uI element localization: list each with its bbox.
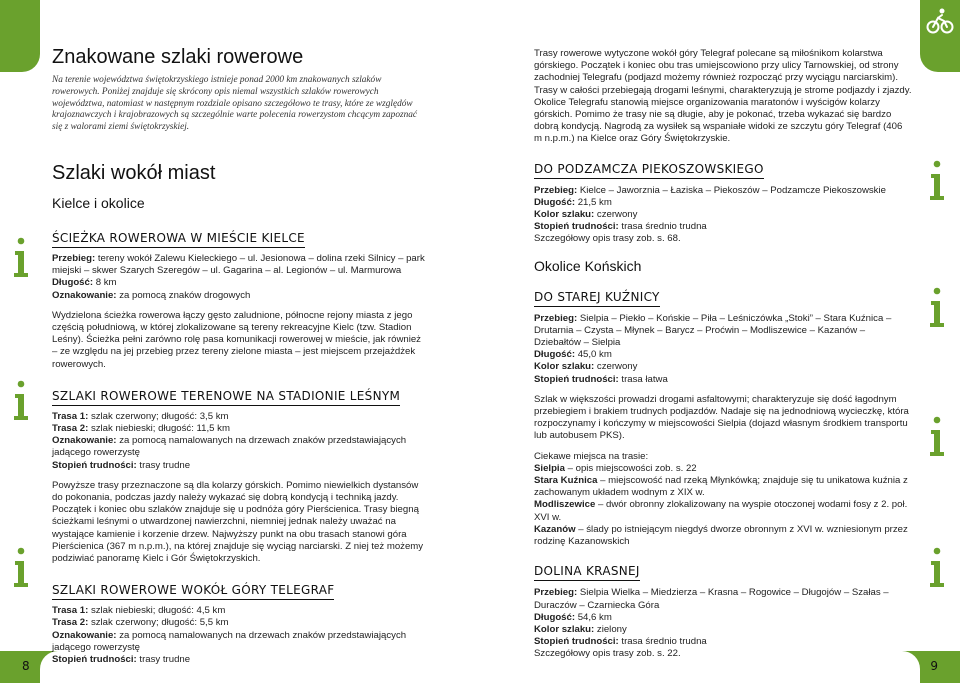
label-trasa-2: Trasa 2: (52, 617, 89, 629)
value-trudnosc: trasy trudne (139, 459, 191, 471)
intro-paragraph: Na terenie województwa świętokrzyskiego istnieje ponad 2000 km znakowanych szlaków rowerowych. Poniżej znajduje się skrócony opis niemal wszystkich szlaków rowerowych województwa, natomiast w następnym rozdziale opisano szczegółowo te trasy, które ze względów krajoznawczych i krajobrazowych są szczególnie warte polecenia rowerzystom chcącym zapoznać się z walorami ziemi świętokrzyskiej. (52, 75, 418, 133)
value-oznakowanie: za pomocą znaków drogowych (119, 289, 251, 301)
place-text: – ślady po istniejącym niegdyś dworze obronnym z XVI w. wzniesionym przez rodzinę Kazanowskich (534, 523, 908, 548)
route-details (52, 605, 426, 666)
value-przebieg: Kielce – Jaworznia – Łaziska – Piekoszów – Podzamcze Piekoszowskie (579, 184, 886, 196)
route-heading: DO PODZAMCZA PIEKOSZOWSKIEGO (534, 162, 764, 179)
value-dlugosc: 45,0 km (577, 349, 612, 361)
route-details (52, 253, 426, 302)
value-oznakowanie: za pomocą namalowanych na drzewach znaków przedstawiających jadącego rowerzystę (52, 629, 407, 653)
value-kolor: zielony (596, 623, 627, 635)
route-stara-kuznica (534, 286, 912, 549)
place-text: – opis miejscowości zob. s. 22 (564, 462, 697, 474)
info-icon (6, 235, 36, 281)
value-trudnosc: trasa średnio trudna (621, 221, 707, 233)
value-trudnosc: trasy trudne (139, 654, 191, 666)
value-dlugosc: 8 km (95, 277, 117, 289)
left-page-column (52, 46, 426, 666)
label-oznakowanie: Oznakowanie: (52, 289, 117, 301)
place-name: Sielpia (534, 462, 565, 474)
info-icon (922, 285, 952, 331)
label-przebieg: Przebieg: (52, 252, 96, 264)
route-heading: DOLINA KRASNEJ (534, 564, 640, 581)
route-reference: Szczegółowy opis trasy zob. s. 68. (534, 233, 681, 245)
left-corner-tab (0, 0, 40, 72)
label-przebieg: Przebieg: (534, 587, 578, 599)
label-dlugosc: Długość: (534, 349, 576, 361)
label-trudnosc: Stopień trudności: (534, 221, 619, 233)
route-heading: SZLAKI ROWEROWE WOKÓŁ GÓRY TELEGRAF (52, 583, 334, 600)
info-icon (922, 545, 952, 591)
subsection-title: Okolice Końskich (534, 257, 642, 274)
info-icon (922, 158, 952, 204)
route-reference: Szczegółowy opis trasy zob. s. 22. (534, 648, 681, 660)
place-item (534, 499, 912, 523)
subsection-title: Kielce i okolice (52, 194, 145, 211)
label-trudnosc: Stopień trudności: (534, 373, 619, 385)
route-heading: SZLAKI ROWEROWE TERENOWE NA STADIONIE LEŚNYM (52, 389, 400, 406)
place-name: Stara Kuźnica (534, 475, 598, 487)
telegraf-description: Trasy rowerowe wytyczone wokół góry Telegraf polecane są miłośnikom kolarstwa górskiego. Początek i koniec obu tras umiejscowiono przy ulicy Tarnowskiej, od strony zachodniej Telegrafu (podjazd możemy również rozpocząć przy wyciągu narciarskim). Trasy w całości przebiegają drogami leśnymi, charakteryzują je strome podjazdy i zjazdy. Okolice Telegrafu stanowią miejsce organizowania maratonów i wyścigów kolarzy górskich. Pomimo że trasy nie są długie, aby je pokonać, trzeba wykazać się bardzo dobrą kondycją. Nagrodą za wysiłek są wspaniałe widoki ze szczytu góry Telegraf (406 m n.p.m.) na Kielce oraz Góry Świętokrzyskie. (534, 48, 912, 145)
info-icon (6, 378, 36, 424)
route-details (534, 185, 912, 246)
bicycle-icon (925, 6, 955, 36)
value-przebieg: Sielpia Wielka – Miedzierza – Krasna – Rogowice – Długojów – Szałas – Duraczów – Czarniecka Góra (534, 587, 889, 611)
place-name: Modliszewice (534, 499, 596, 511)
label-kolor: Kolor szlaku: (534, 361, 595, 373)
label-dlugosc: Długość: (534, 611, 576, 623)
route-details (52, 411, 426, 472)
route-details (534, 313, 912, 386)
label-trasa-2: Trasa 2: (52, 423, 89, 435)
route-description: Powyższe trasy przeznaczone są dla kolarzy górskich. Pomimo niewielkich dystansów do pokonania, podczas jazdy należy wykazać się dobrą kondycją i techniką jazdy. Początek i koniec obu szlaków znajduje się u podnóża góry Pierścienica. Trasy biegną ścieżkami leśnymi o utwardzonej nawierzchni, niemniej jednak należy uważać na wystające kamienie i korzenie drzew. Najwyższy punkt na obu trasach stanowi góra Pierścienica (367 m n.p.m.), na której znajduje się wyciąg narciarski. Z niej też możemy podziwiać panoramę Kielc i Gór Świętokrzyskich. (52, 479, 424, 565)
label-oznakowanie: Oznakowanie: (52, 435, 117, 447)
route-details (534, 587, 912, 660)
label-trudnosc: Stopień trudności: (534, 636, 619, 648)
label-kolor: Kolor szlaku: (534, 623, 595, 635)
label-przebieg: Przebieg: (534, 184, 578, 196)
route-stadion-lesny (52, 385, 426, 565)
label-oznakowanie: Oznakowanie: (52, 629, 117, 641)
value-trasa-1: szlak czerwony; długość: 3,5 km (90, 410, 229, 422)
route-podzamcze (534, 158, 912, 246)
places-list (534, 451, 912, 549)
route-ścieżka-kielce (52, 227, 426, 371)
place-text: – dwór obronny zlokalizowany na wyspie otoczonej wodami fosy z 2. poł. XVI w. (534, 499, 908, 523)
value-trudnosc: trasa łatwa (621, 373, 668, 385)
route-dolina-krasnej (534, 560, 912, 660)
label-trudnosc: Stopień trudności: (52, 654, 137, 666)
label-trudnosc: Stopień trudności: (52, 459, 137, 471)
label-przebieg: Przebieg: (534, 312, 578, 324)
place-name: Kazanów (534, 523, 576, 535)
place-item (534, 463, 912, 475)
value-trasa-1: szlak niebieski; długość: 4,5 km (90, 605, 226, 617)
page-title: Znakowane szlaki rowerowe (52, 46, 304, 68)
label-dlugosc: Długość: (534, 196, 576, 208)
info-icon (922, 414, 952, 460)
label-kolor: Kolor szlaku: (534, 209, 595, 221)
route-telegraf (52, 579, 426, 666)
label-dlugosc: Długość: (52, 277, 94, 289)
place-item (534, 475, 912, 499)
section-title: Szlaki wokół miast (52, 161, 216, 184)
place-item (534, 524, 912, 548)
info-icon (6, 545, 36, 591)
value-oznakowanie: za pomocą namalowanych na drzewach znaków przedstawiających jadącego rowerzystę (52, 435, 407, 459)
value-przebieg: tereny wokół Zalewu Kieleckiego – ul. Jesionowa – dolina rzeki Silnicy – park miejski – skwer Szarych Szeregów – ul. Gagarina – al. Legionów – ul. Marmurowa (52, 252, 425, 277)
route-description: Szlak w większości prowadzi drogami asfaltowymi; charakteryzuje się dość łagodnym przebiegiem i brakiem trudnych podjazdów. Nadaje się na jednodniową wycieczkę, która rozpoczynamy i kończymy w miejscowości Sielpia (dojazd własnym środkiem transportu lub autobusem PKS). (534, 393, 909, 442)
label-trasa-1: Trasa 1: (52, 410, 89, 422)
page-number-left: 8 (22, 659, 30, 673)
value-kolor: czerwony (596, 209, 638, 221)
value-dlugosc: 21,5 km (577, 196, 612, 208)
value-dlugosc: 54,6 km (577, 611, 612, 623)
value-trasa-2: szlak niebieski; długość: 11,5 km (90, 423, 230, 435)
value-kolor: czerwony (596, 361, 638, 373)
page-number-right: 9 (930, 659, 938, 673)
place-text: – miejscowość nad rzeką Młynkówką; znajduje się tu unikatowa kuźnia z zachowanym układem wodnym z XIX w. (534, 475, 908, 499)
route-heading: ŚCIEŻKA ROWEROWA W MIEŚCIE KIELCE (52, 231, 305, 248)
value-przebieg: Sielpia – Piekło – Końskie – Piła – Leśniczówka „Stoki” – Stara Kuźnica – Drutarnia – Czysta – Młynek – Barycz – Proćwin – Modliszewice – Kazanów – Dziebałtów – Sielpia (534, 312, 892, 349)
right-page-column (534, 48, 912, 661)
route-heading: DO STAREJ KUŹNICY (534, 290, 660, 307)
value-trasa-2: szlak czerwony; długość: 5,5 km (90, 617, 229, 629)
label-trasa-1: Trasa 1: (52, 605, 89, 617)
places-label: Ciekawe miejsca na trasie: (534, 450, 649, 462)
value-trudnosc: trasa średnio trudna (621, 636, 707, 648)
route-description: Wydzielona ścieżka rowerowa łączy gęsto zaludnione, północne rejony miasta z jego częścią południową, w której zlokalizowane są tereny rekreacyjne Kielc (tzw. Stadion Leśny). Ścieżka pełni zarówno rolę pasa komunikacji rowerowej w mieście, jak również – ze względu na jej przebieg przez tereny zielone miasta – jest miejscem przejażdżek rowerowych. (52, 309, 421, 370)
